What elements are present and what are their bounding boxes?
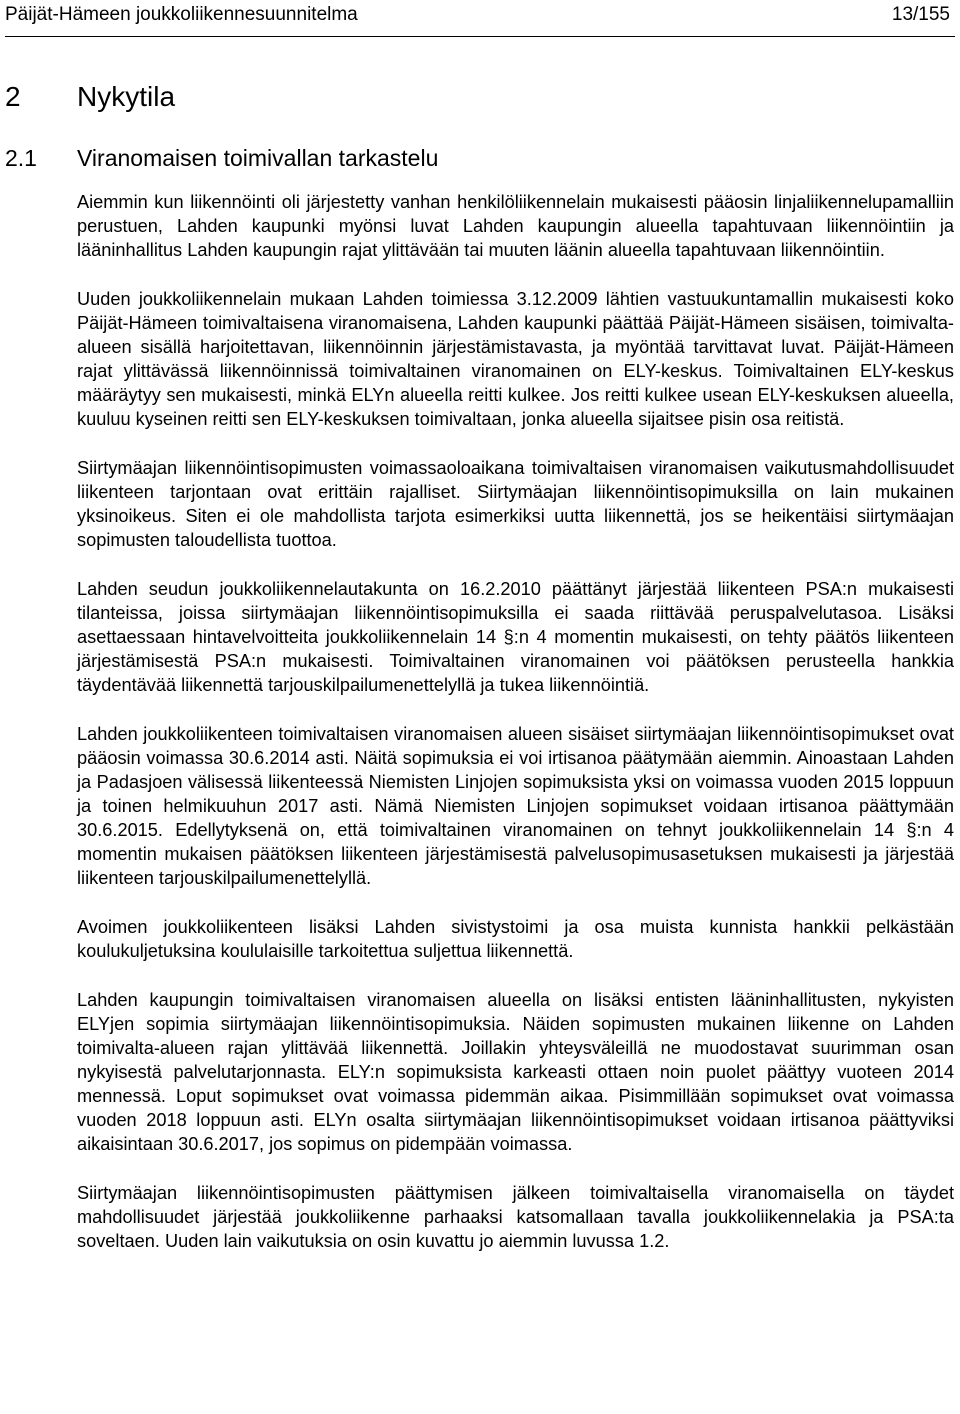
header-divider [5, 36, 955, 37]
paragraph: Siirtymäajan liikennöintisopimusten päättymisen jälkeen toimivaltaisella viranomaisella on täydet mahdollisuudet järjestää joukkoliikenne parhaaksi katsomallaan tavalla joukkoliikennelakia ja PSA:ta soveltaen. Uuden lain vaikutuksia on osin kuvattu jo aiemmin luvussa 1.2. [77, 1182, 954, 1251]
paragraph: Lahden kaupungin toimivaltaisen viranomaisen alueella on lisäksi entisten lääninhallitusten, nykyisten ELYjen sopimia siirtymäajan liikennöintisopimuksia. Näiden sopimusten mukainen liikenne on Lahden toimivalta-alueen rajan ylittävää liikennettä. Joillakin yhteysväleillä ne muodostavat suurimman osan nykyisestä palvelutarjonnasta. ELY:n sopimuksista karkeasti ottaen noin puolet päättyy vuoteen 2014 mennessä. Loput sopimukset ovat voimassa pidemmän aikaa. Pisimmillään sopimukset ovat voimassa vuoden 2018 loppuun asti. ELYn osalta siirtymäajan liikennöintisopimukset voidaan irtisanoa päättyviksi aikaisintaan 30.6.2017, jos sopimus on pidempään voimassa. [77, 989, 954, 1155]
paragraph: Lahden joukkoliikenteen toimivaltaisen viranomaisen alueen sisäiset siirtymäajan liikennöintisopimukset ovat pääosin voimassa 30.6.2014 asti. Näitä sopimuksia ei voi irtisanoa päätymään aiemmin. Ainoastaan Lahden ja Padasjoen välisessä liikenteessä Niemisten Linjojen sopimuksista yksi on voimassa vuoden 2015 loppuun ja toinen helmikuuhun 2017 asti. Nämä Niemisten Linjojen sopimukset voidaan irtisanoa päättymään 30.6.2015. Edellytyksenä on, että toimivaltainen viranomainen on tehnyt joukkoliikennelain 14 §:n 4 momentin mukaisen päätöksen liikenteen järjestämisestä palvelusopimusasetuksen mukaisesti ja järjestää liikenteen tarjouskilpailumenettelyllä. [77, 723, 954, 889]
section-number: 2.1 [5, 145, 37, 171]
paragraph: Siirtymäajan liikennöintisopimusten voimassaoloaikana toimivaltaisen viranomaisen vaikutusmahdollisuudet liikenteen tarjontaan ovat erittäin rajalliset. Siirtymäajan liikennöintisopimuksilla on lain mukainen yksinoikeus. Siten ei ole mahdollista tarjota esimerkiksi uutta liikennettä, jos se heikentäisi siirtymäajan sopimusten taloudellista tuottoa. [77, 457, 954, 551]
section-body [77, 190, 954, 1261]
paragraph: Lahden seudun joukkoliikennelautakunta on 16.2.2010 päättänyt järjestää liikenteen PSA:n mukaisesti tilanteissa, joissa siirtymäajan liikennöintisopimuksilla ei saada riittävää peruspalvelutasoa. Lisäksi asettaessaan hintavelvoitteita joukkoliikennelain 14 §:n 4 momentin mukaisesti, on tehty päätös liikenteen järjestämisestä PSA:n mukaisesti. Toimivaltainen viranomainen voi päätöksen perusteella hankkia täydentävää liikennettä tarjouskilpailumenettelyllä ja tukea liikennöintiä. [77, 578, 954, 696]
section-heading [5, 144, 438, 172]
chapter-title: Nykytila [77, 81, 176, 112]
paragraph: Avoimen joukkoliikenteen lisäksi Lahden sivistystoimi ja osa muista kunnista hankkii pelkästään koulukuljetuksina koululaisille tarkoitettua suljettua liikennettä. [77, 916, 954, 961]
page-header [5, 3, 955, 27]
document-title: Päijät-Hämeen joukkoliikennesuunnitelma [5, 4, 358, 25]
paragraph: Uuden joukkoliikennelain mukaan Lahden toimiessa 3.12.2009 lähtien vastuukuntamallin mukaisesti koko Päijät-Hämeen toimivaltaisena viranomaisena, Lahden kaupunki päättää Päijät-Hämeen sisäisen, toimivalta-alueen sisällä harjoitettavan, liikennöinnin järjestämistavasta, ja myöntää tarvittavat luvat. Päijät-Hämeen rajat ylittävässä liikennöinnissä toimivaltainen viranomainen on ELY-keskus. Toimivaltainen ELY-keskus määräytyy sen mukaisesti, minkä ELYn alueella reitti kulkee. Jos reitti kulkee usean ELY-keskuksen alueella, kuuluu kyseinen reitti sen ELY-keskuksen toimivaltaan, jonka alueella sijaitsee pisin osa reitistä. [77, 288, 954, 430]
chapter-number: 2 [5, 81, 21, 112]
section-title: Viranomaisen toimivallan tarkastelu [77, 145, 439, 171]
paragraph: Aiemmin kun liikennöinti oli järjestetty vanhan henkilöliikennelain mukaisesti pääosin linjaliikennelupamalliin perustuen, Lahden kaupunki myönsi luvat Lahden kaupungin alueella tapahtuvaan liikennöintiin ja lääninhallitus Lahden kaupungin rajat ylittävään tai muuten läänin alueella tapahtuvaan liikennöintiin. [77, 192, 954, 261]
page-number: 13/155 [891, 4, 950, 25]
chapter-heading [5, 80, 175, 114]
